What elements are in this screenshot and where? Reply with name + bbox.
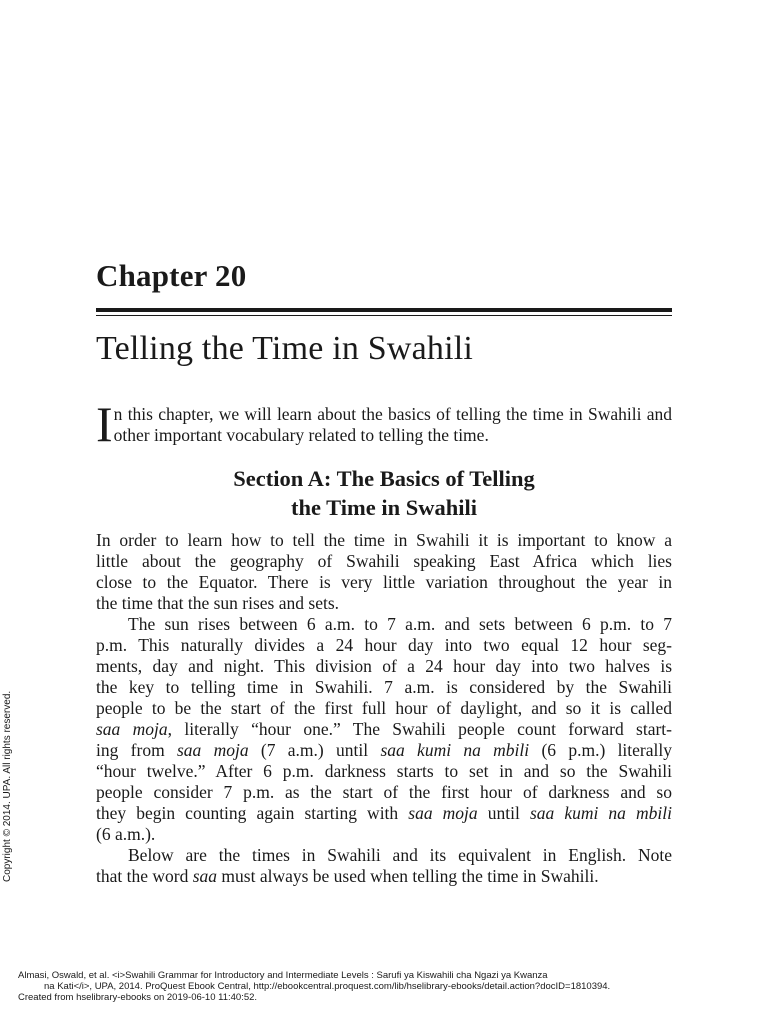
body-line: [96, 761, 672, 782]
body-line: [96, 551, 672, 572]
body-text-run: ing from: [96, 740, 177, 760]
footer-line-3: Created from hselibrary-ebooks on 2019-06-10 11:40:52.: [18, 992, 258, 1003]
body-text-run: the time that the sun rises and sets.: [96, 593, 340, 613]
body-line: [96, 530, 672, 551]
body-line: [96, 572, 672, 593]
body-line: [96, 593, 672, 614]
body-line: [96, 719, 672, 740]
body-line: [96, 803, 672, 824]
chapter-rule-thin: [96, 315, 672, 316]
chapter-rule-thick: [96, 308, 672, 312]
drop-cap: I: [96, 396, 113, 452]
body-text-run: people consider 7 p.m. as the start of the first hour of darkness and so: [96, 782, 672, 802]
body-text-run: ments, day and night. This division of a 24 hour day into two halves is: [96, 656, 672, 676]
section-heading: [96, 464, 672, 522]
footer-line-2: na Kati</i>, UPA, 2014. ProQuest Ebook Central, http://ebookcentral.proquest.com/lib/hselibrary-ebooks/detail.action?docID=1810394.: [44, 981, 611, 992]
body-text: [96, 530, 672, 887]
italic-term: saa kumi na mbili: [529, 803, 672, 823]
body-line: [96, 698, 672, 719]
body-text-run: they begin counting again starting with: [96, 803, 409, 823]
body-text-run: must always be used when telling the time in Swahili.: [217, 866, 599, 886]
chapter-number: Chapter 20: [96, 258, 247, 293]
chapter-title: Telling the Time in Swahili: [96, 330, 474, 367]
italic-term: saa moja: [408, 803, 478, 823]
body-text-run: Below are the times in Swahili and its equivalent in English. Note: [128, 845, 672, 865]
body-line: [96, 614, 672, 635]
body-text-run: little about the geography of Swahili speaking East Africa which lies: [96, 551, 672, 571]
body-text-run: people to be the start of the first full hour of daylight, and so it is called: [96, 698, 672, 718]
body-text-run: p.m. This naturally divides a 24 hour day into two equal 12 hour seg-: [96, 635, 672, 655]
side-copyright-notice: Copyright © 2014. UPA. All rights reserved.: [2, 690, 13, 882]
body-text-run: “hour twelve.” After 6 p.m. darkness starts to set in and so the Swahili: [96, 761, 672, 781]
body-text-run: (6 a.m.).: [96, 824, 156, 844]
italic-term: saa moja: [96, 719, 168, 739]
body-text-run: In order to learn how to tell the time in Swahili it is important to know a: [96, 530, 672, 550]
body-text-run: the key to telling time in Swahili. 7 a.m. is considered by the Swahili: [96, 677, 672, 697]
body-line: [96, 677, 672, 698]
italic-term: saa: [192, 866, 218, 886]
body-line: [96, 824, 672, 845]
body-text-run: close to the Equator. There is very little variation throughout the year in: [96, 572, 672, 592]
intro-paragraph: [96, 396, 672, 452]
body-text-run: The sun rises between 6 a.m. to 7 a.m. and sets between 6 p.m. to 7: [128, 614, 672, 634]
body-text-run: (7 a.m.) until: [248, 740, 381, 760]
footer-line-1: Almasi, Oswald, et al. <i>Swahili Grammar for Introductory and Intermediate Levels : Sarufi ya Kiswahili cha Ngazi ya Kwanza: [18, 970, 548, 981]
body-line: [96, 635, 672, 656]
body-text-run: , literally “hour one.” The Swahili people count forward start-: [167, 719, 672, 739]
body-line: [96, 740, 672, 761]
section-heading-line-1: Section A: The Basics of Telling: [233, 466, 535, 491]
body-line: [96, 656, 672, 677]
intro-text: n this chapter, we will learn about the basics of telling the time in Swahili and other important vocabulary related to telling the time.: [113, 404, 672, 445]
italic-term: saa kumi na mbili: [380, 740, 530, 760]
body-text-run: until: [477, 803, 530, 823]
body-text-run: (6 p.m.) literally: [529, 740, 672, 760]
body-text-run: that the word: [96, 866, 193, 886]
body-line: [96, 845, 672, 866]
body-line: [96, 782, 672, 803]
italic-term: saa moja: [176, 740, 249, 760]
citation-footer: [18, 970, 610, 1003]
section-heading-line-2: the Time in Swahili: [290, 495, 478, 520]
body-line: [96, 866, 672, 887]
